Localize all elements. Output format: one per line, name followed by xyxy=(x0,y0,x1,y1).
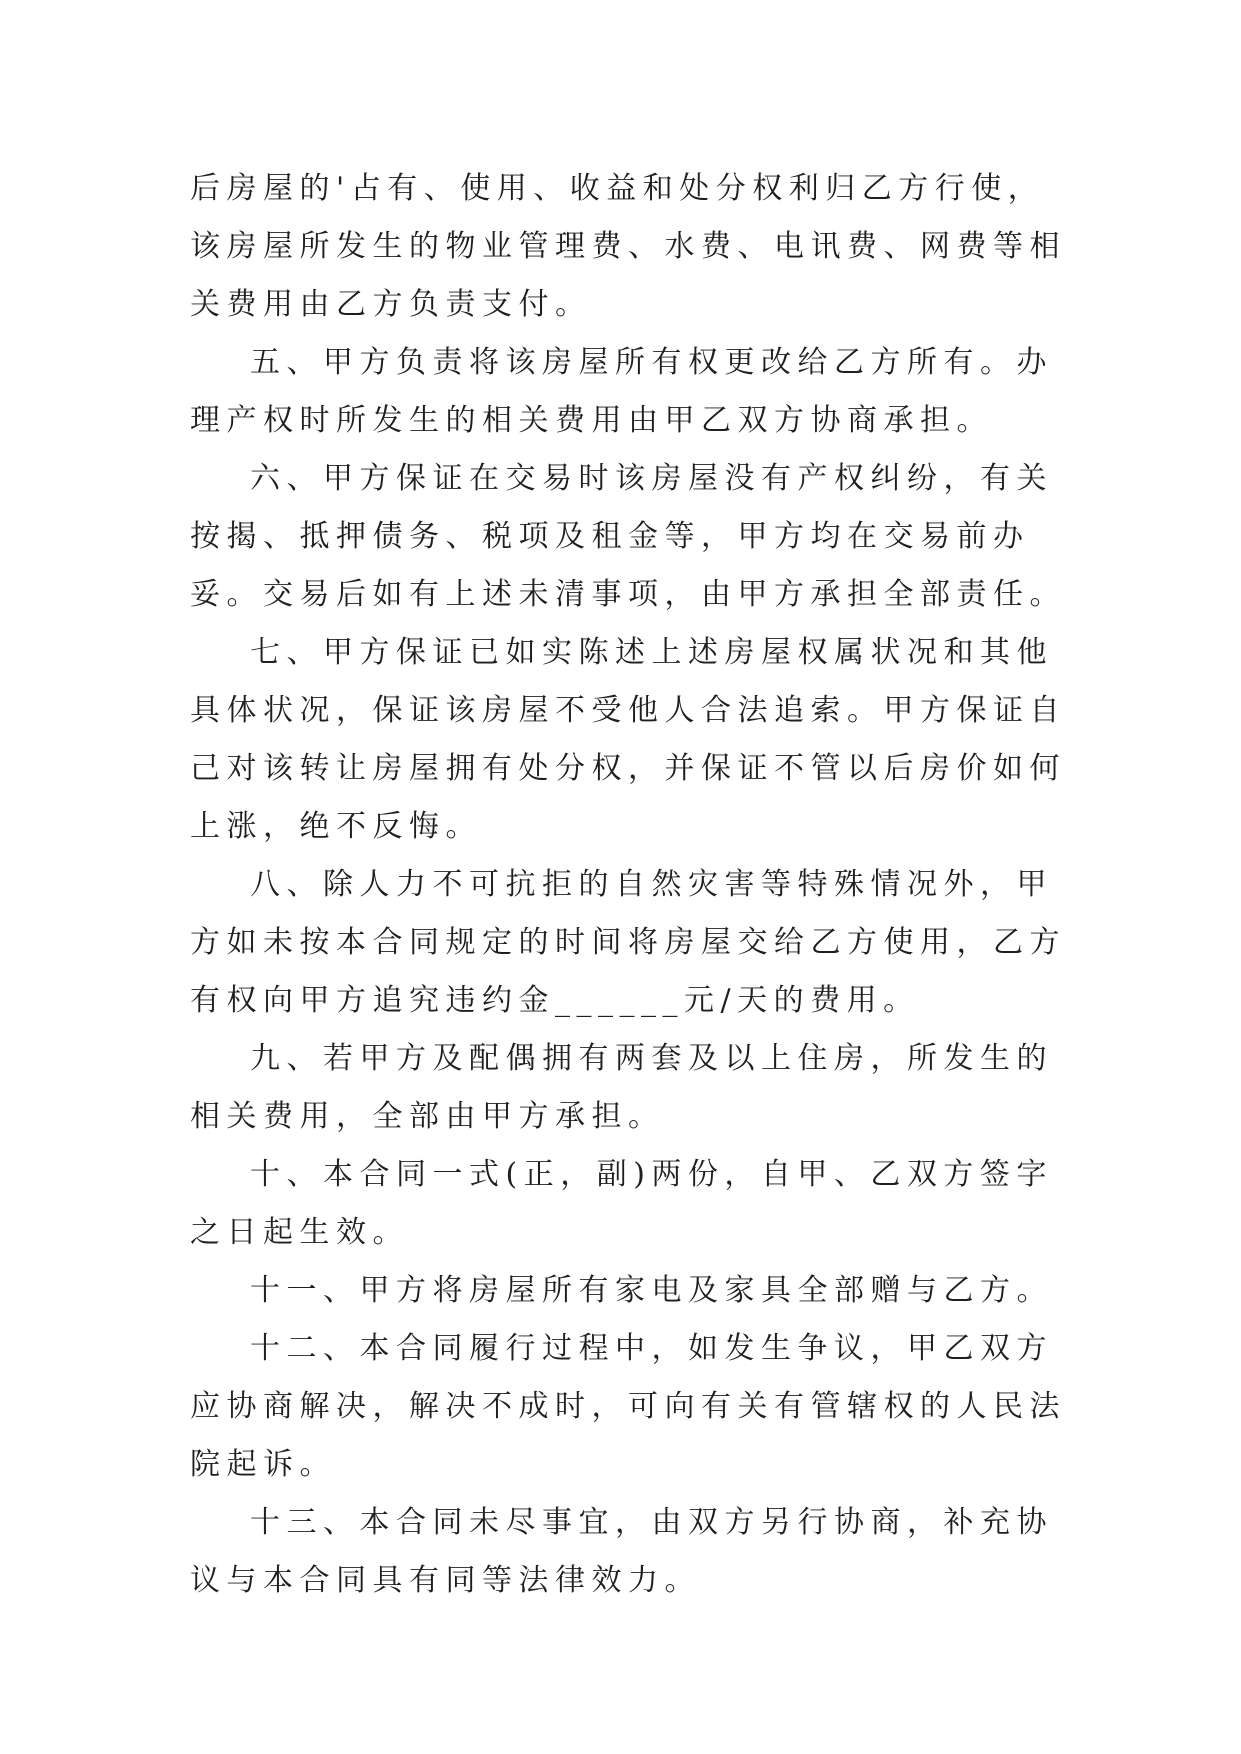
clause-12: 十二、本合同履行过程中，如发生争议，甲乙双方应协商解决，解决不成时，可向有关有管辖权的人民法院起诉。 xyxy=(190,1331,1066,1482)
clause-5: 五、甲方负责将该房屋所有权更改给乙方所有。办理产权时所发生的相关费用由甲乙双方协商承担。 xyxy=(190,345,1053,438)
document-body xyxy=(190,160,1070,1610)
clause-6: 六、甲方保证在交易时该房屋没有产权纠纷，有关按揭、抵押债务、税项及租金等，甲方均在交易前办妥。交易后如有上述未清事项，由甲方承担全部责任。 xyxy=(190,461,1066,612)
clause-7: 七、甲方保证已如实陈述上述房屋权属状况和其他具体状况，保证该房屋不受他人合法追索。甲方保证自己对该转让房屋拥有处分权，并保证不管以后房价如何上涨，绝不反悔。 xyxy=(190,635,1066,844)
paragraph-continuation: 后房屋的'占有、使用、收益和处分权利归乙方行使，该房屋所发生的物业管理费、水费、电讯费、网费等相关费用由乙方负责支付。 xyxy=(190,171,1066,322)
clause-13: 十三、本合同未尽事宜，由双方另行协商，补充协议与本合同具有同等法律效力。 xyxy=(190,1505,1053,1598)
clause-8: 八、除人力不可抗拒的自然灾害等特殊情况外，甲方如未按本合同规定的时间将房屋交给乙方使用，乙方有权向甲方追究违约金______元/天的费用。 xyxy=(190,867,1066,1018)
clause-10: 十、本合同一式(正，副)两份，自甲、乙双方签字之日起生效。 xyxy=(190,1157,1053,1250)
clause-9: 九、若甲方及配偶拥有两套及以上住房，所发生的相关费用，全部由甲方承担。 xyxy=(190,1041,1053,1134)
clause-11: 十一、甲方将房屋所有家电及家具全部赠与乙方。 xyxy=(250,1273,1053,1308)
